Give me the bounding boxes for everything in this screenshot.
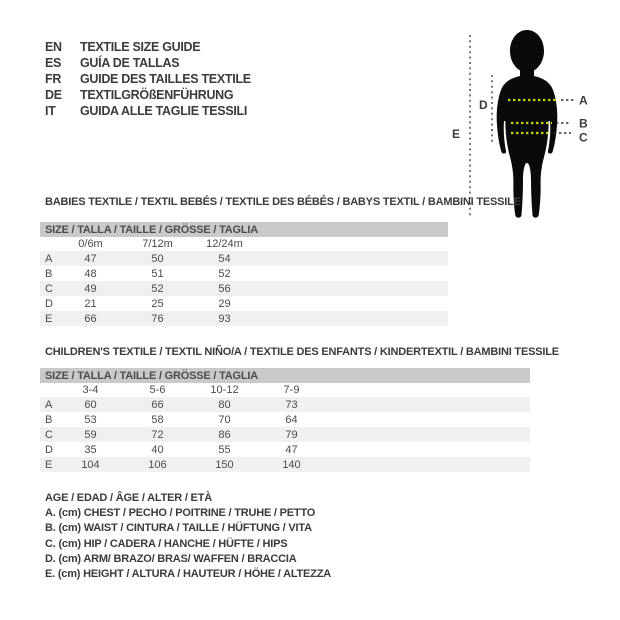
language-row — [45, 39, 251, 55]
language-code: DE — [45, 88, 62, 102]
table-row — [40, 397, 530, 412]
row-label: E — [45, 458, 53, 471]
column-header: 10-12 — [210, 384, 239, 396]
table-cell: 80 — [218, 398, 231, 411]
waist-label: B — [579, 116, 588, 131]
legend-line-height: E. (cm) HEIGHT / ALTURA / HAUTEUR / HÖHE / ALTEZZA — [45, 568, 331, 581]
table-cell: 53 — [84, 413, 97, 426]
table-row — [40, 442, 530, 457]
table-row — [40, 281, 448, 296]
table-cell: 58 — [151, 413, 164, 426]
row-label: B — [45, 267, 53, 280]
table-cell: 54 — [218, 252, 231, 265]
table-cell: 140 — [282, 458, 301, 471]
language-row — [45, 103, 251, 119]
table-cell: 56 — [218, 282, 231, 295]
table-cell: 72 — [151, 428, 164, 441]
table-cell: 55 — [218, 443, 231, 456]
row-label: D — [45, 443, 53, 456]
table-cell: 93 — [218, 312, 231, 325]
language-code: FR — [45, 72, 62, 86]
table-cell: 48 — [84, 267, 97, 280]
table-cell: 51 — [151, 267, 164, 280]
row-label: A — [45, 252, 53, 265]
table-cell: 49 — [84, 282, 97, 295]
table-cell: 60 — [84, 398, 97, 411]
language-code: IT — [45, 104, 56, 118]
table-cell: 59 — [84, 428, 97, 441]
table-row — [40, 412, 530, 427]
language-title: TEXTILGRÖßENFÜHRUNG — [80, 88, 234, 102]
table-cell: 79 — [285, 428, 298, 441]
row-label: A — [45, 398, 53, 411]
arm-label: D — [479, 98, 488, 112]
table-cell: 21 — [84, 297, 97, 310]
table-cell: 47 — [285, 443, 298, 456]
row-label: B — [45, 413, 53, 426]
table-row — [40, 311, 448, 326]
table-cell: 73 — [285, 398, 298, 411]
table-cell: 40 — [151, 443, 164, 456]
table-cell: 76 — [151, 312, 164, 325]
row-label: C — [45, 282, 53, 295]
table-cell: 64 — [285, 413, 298, 426]
table-cell: 52 — [218, 267, 231, 280]
legend-line-arm: D. (cm) ARM/ BRAZO/ BRAS/ WAFFEN / BRACCIA — [45, 552, 297, 565]
children-size-header-bar: SIZE / TALLA / TAILLE / GRÖSSE / TAGLIA — [40, 368, 530, 383]
table-row — [40, 457, 530, 472]
table-cell: 66 — [84, 312, 97, 325]
legend-line-chest: A. (cm) CHEST / PECHO / POITRINE / TRUHE / PETTO — [45, 506, 316, 519]
language-title: GUIDE DES TAILLES TEXTILE — [80, 72, 251, 86]
language-title: TEXTILE SIZE GUIDE — [80, 40, 201, 54]
language-code: ES — [45, 56, 62, 70]
table-row — [40, 427, 530, 442]
column-header: 3-4 — [82, 384, 99, 396]
column-header: 7-9 — [283, 384, 300, 396]
table-cell: 35 — [84, 443, 97, 456]
language-title: GUÍA DE TALLAS — [80, 56, 180, 70]
table-cell: 150 — [215, 458, 234, 471]
hip-label: C — [579, 130, 588, 145]
table-row — [40, 251, 448, 266]
measurement-diagram — [440, 25, 620, 225]
children-size-table — [40, 368, 530, 472]
language-title: GUIDA ALLE TAGLIE TESSILI — [80, 104, 248, 118]
column-header: 12/24m — [206, 238, 243, 250]
table-cell: 25 — [151, 297, 164, 310]
babies-size-header-bar: SIZE / TALLA / TAILLE / GRÖSSE / TAGLIA — [40, 222, 448, 237]
table-cell: 86 — [218, 428, 231, 441]
table-cell: 47 — [84, 252, 97, 265]
legend-line-hip: C. (cm) HIP / CADERA / HANCHE / HÜFTE / HIPS — [45, 537, 288, 550]
table-cell: 50 — [151, 252, 164, 265]
column-header: 5-6 — [149, 384, 166, 396]
language-row — [45, 55, 251, 71]
table-cell: 66 — [151, 398, 164, 411]
table-cell: 52 — [151, 282, 164, 295]
column-header: 0/6m — [78, 238, 103, 250]
chest-label: A — [579, 93, 588, 108]
row-label: C — [45, 428, 53, 441]
table-cell: 70 — [218, 413, 231, 426]
table-cell: 29 — [218, 297, 231, 310]
legend-line-age: AGE / EDAD / ÂGE / ALTER / ETÀ — [45, 491, 212, 504]
measurement-legend — [45, 490, 331, 582]
column-header: 7/12m — [142, 238, 173, 250]
table-row — [40, 296, 448, 311]
child-silhouette-icon — [440, 25, 620, 225]
language-row — [45, 87, 251, 103]
language-code: EN — [45, 40, 62, 54]
language-row — [45, 71, 251, 87]
babies-column-header-row — [40, 237, 448, 251]
row-label: D — [45, 297, 53, 310]
legend-line-waist: B. (cm) WAIST / CINTURA / TAILLE / HÜFTUNG / VITA — [45, 522, 312, 535]
table-cell: 106 — [148, 458, 167, 471]
table-row — [40, 266, 448, 281]
children-section-title: CHILDREN'S TEXTILE / TEXTIL NIÑO/A / TEXTILE DES ENFANTS / KINDERTEXTIL / BAMBINI TESSILE — [45, 346, 559, 358]
language-title-list — [45, 39, 251, 119]
height-label: E — [452, 127, 461, 141]
row-label: E — [45, 312, 53, 325]
table-cell: 104 — [81, 458, 100, 471]
children-column-header-row — [40, 383, 530, 397]
babies-size-table — [40, 222, 448, 326]
babies-section-title: BABIES TEXTILE / TEXTIL BEBÉS / TEXTILE DES BÉBÉS / BABYS TEXTIL / BAMBINI TESSILE — [45, 196, 521, 208]
